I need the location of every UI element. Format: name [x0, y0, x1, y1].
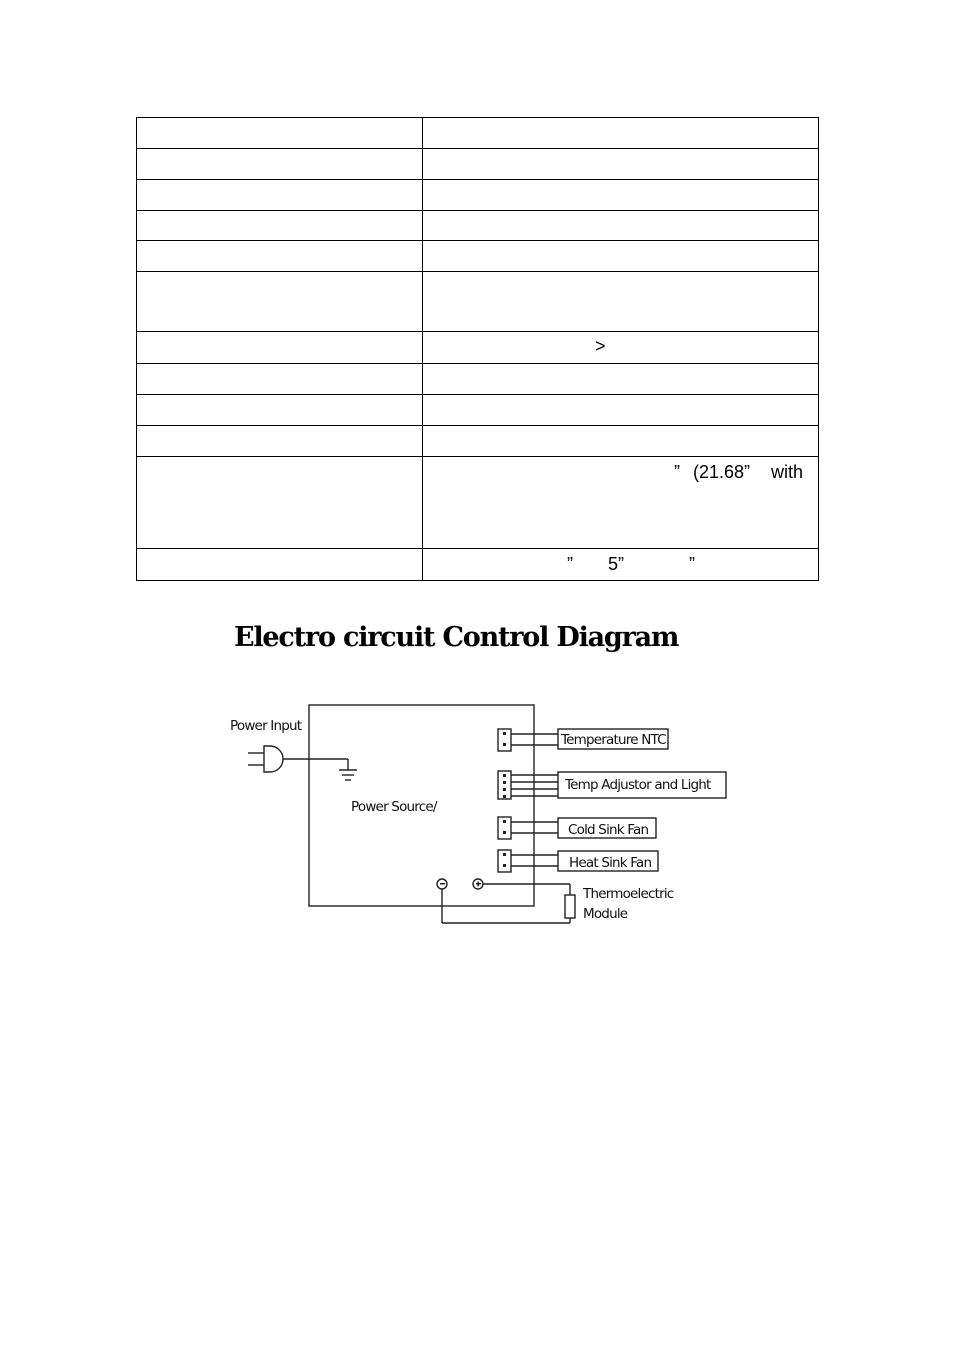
- table-row: [137, 395, 819, 426]
- spec-label-cell: [137, 549, 423, 581]
- spec-value-cell: [423, 364, 819, 395]
- spec-value-cell: [423, 149, 819, 180]
- table-row: [137, 241, 819, 272]
- spec-label-cell: [137, 364, 423, 395]
- spec-label-cell: [137, 180, 423, 211]
- power-plug-icon: [248, 746, 348, 772]
- spec-value-fragment: ”: [689, 554, 695, 574]
- spec-value-cell: [423, 272, 819, 332]
- spec-value-cell: [423, 395, 819, 426]
- thermoelectric-label: Thermoelectric: [583, 886, 674, 902]
- thermoelectric-module-icon: [565, 895, 575, 918]
- module-label: Module: [583, 906, 628, 922]
- spec-value-fragment: with: [771, 462, 804, 482]
- spec-label-cell: [137, 272, 423, 332]
- spec-value-cell: [423, 549, 819, 581]
- table-row: [137, 457, 819, 549]
- diagram-title: Electro circuit Control Diagram: [234, 622, 679, 653]
- spec-value-cell: [423, 211, 819, 241]
- spec-label-cell: [137, 395, 423, 426]
- table-row: [137, 426, 819, 457]
- spec-value-fragment: ”: [674, 462, 680, 482]
- table-row: [137, 211, 819, 241]
- spec-value-cell: [423, 332, 819, 364]
- spec-value-fragment: ”: [567, 554, 573, 574]
- spec-label-cell: [137, 426, 423, 457]
- thermoelectric-wiring: [437, 879, 575, 923]
- power-input-label: Power Input: [230, 718, 302, 734]
- spec-label-cell: [137, 149, 423, 180]
- spec-value-cell: [423, 241, 819, 272]
- heat-sink-fan-label: Heat Sink Fan: [569, 855, 652, 871]
- table-row: [137, 549, 819, 581]
- temperature-ntc-label: Temperature NTC: [561, 732, 666, 748]
- spec-value-cell: [423, 457, 819, 549]
- ground-icon: [339, 759, 357, 780]
- table-row: [137, 364, 819, 395]
- circuit-diagram: [220, 695, 740, 935]
- spec-value-fragment: >: [595, 336, 606, 356]
- power-source-label: Power Source/: [351, 799, 437, 815]
- table-row: [137, 272, 819, 332]
- table-row: [137, 118, 819, 149]
- temp-adjustor-label: Temp Adjustor and Light: [565, 777, 711, 793]
- cold-sink-fan-label: Cold Sink Fan: [568, 822, 649, 838]
- table-row: [137, 180, 819, 211]
- spec-label-cell: [137, 118, 423, 149]
- spec-label-cell: [137, 332, 423, 364]
- spec-label-cell: [137, 241, 423, 272]
- spec-label-cell: [137, 457, 423, 549]
- spec-value-cell: [423, 118, 819, 149]
- table-row: [137, 332, 819, 364]
- spec-value-fragment: 5”: [608, 554, 625, 574]
- spec-value-cell: [423, 180, 819, 211]
- table-row: [137, 149, 819, 180]
- spec-label-cell: [137, 211, 423, 241]
- spec-value-fragment: (21.68”: [693, 462, 751, 482]
- spec-value-cell: [423, 426, 819, 457]
- spec-table: [136, 117, 819, 581]
